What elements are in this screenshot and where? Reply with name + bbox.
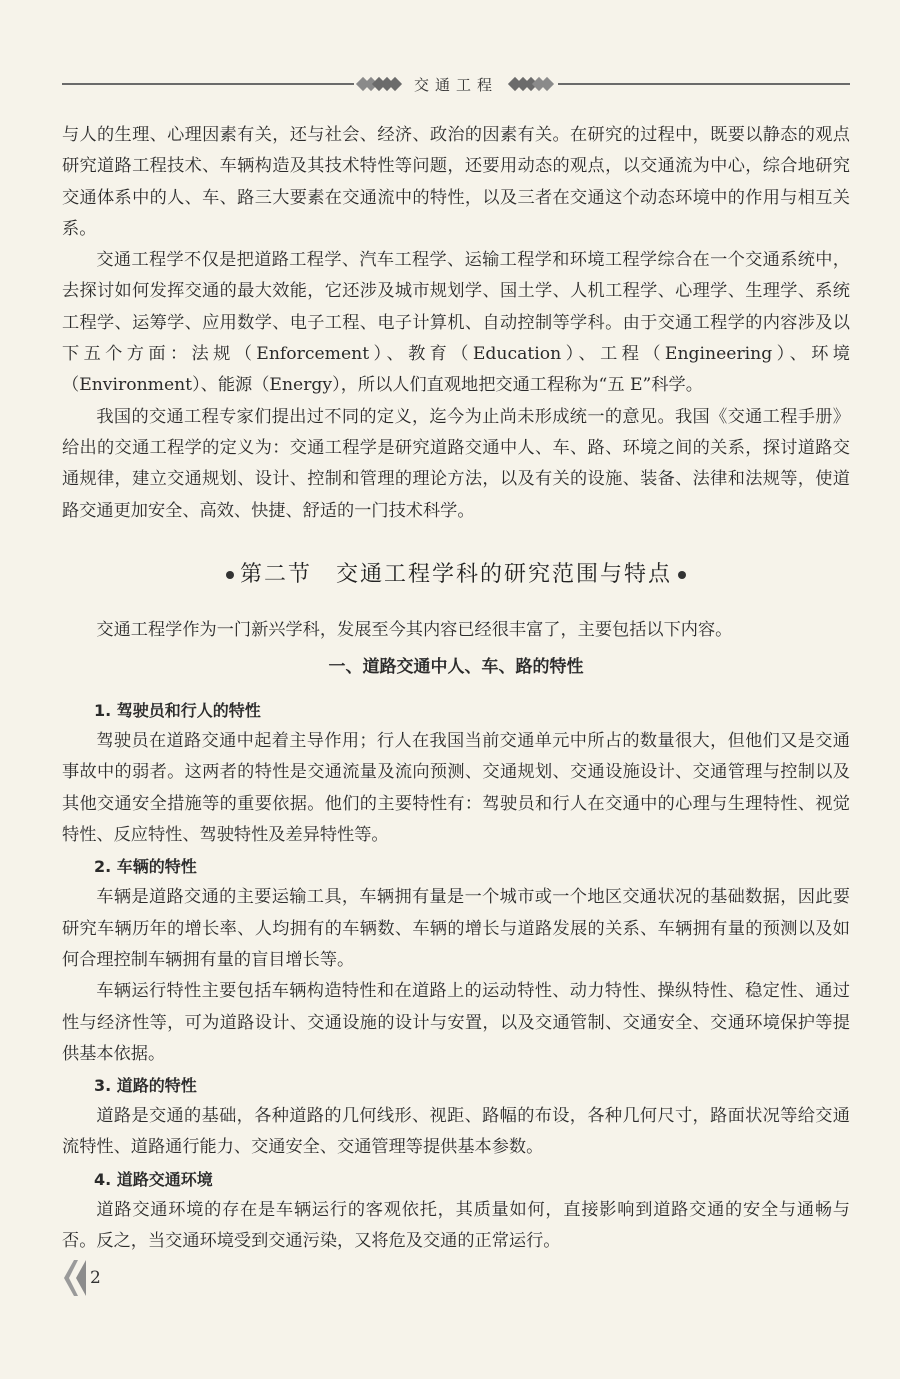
diamond-ornament-right-icon [512,79,552,89]
bullet-dot-icon [678,571,686,579]
paragraph: 我国的交通工程专家们提出过不同的定义，迄今为止尚未形成统一的意见。我国《交通工程手册》给出的交通工程学的定义为：交通工程学是研究道路交通中人、车、路、环境之间的关系，探讨道路交通规律，建立交通规划、设计、控制和管理的理论方法，以及有关的设施、装备、法律和法规等，使道路交通更加安全、高效、快捷、舒适的一门技术科学。 [62,406,850,521]
subsection-heading: 一、道路交通中人、车、路的特性 [328,657,584,678]
header-title: 交通工程 [414,75,499,94]
page-number: 2 [90,1268,101,1288]
header-rule-left [62,83,354,85]
section-intro: 交通工程学作为一门新兴学科，发展至今其内容已经很丰富了，主要包括以下内容。 [96,619,733,640]
item-heading: 4. 道路交通环境 [94,1169,213,1189]
paragraph: 车辆运行特性主要包括车辆构造特性和在道路上的运动特性、动力特性、操纵特性、稳定性、通过性与经济性等，可为道路设计、交通设施的设计与安置，以及交通管制、交通安全、交通环境保护等提供基本依据。 [62,981,850,1064]
page-footer [62,1258,101,1298]
section-heading [62,555,850,595]
running-header [62,70,850,98]
item-heading: 3. 道路的特性 [94,1076,197,1096]
paragraph: 驾驶员在道路交通中起着主导作用；行人在我国当前交通单元中所占的数量很大，但他们又是交通事故中的弱者。这两者的特性是交通流量及流向预测、交通规划、交通设施设计、交通管理与控制以及其他交通安全措施等的重要依据。他们的主要特性有：驾驶员和行人在交通中的心理与生理特性、视觉特性、反应特性、驾驶特性及差异特性等。 [62,731,850,846]
paragraph: 交通工程学不仅是把道路工程学、汽车工程学、运输工程学和环境工程学综合在一个交通系统中，去探讨如何发挥交通的最大效能，它还涉及城市规划学、国土学、人机工程学、心理学、生理学、系统工程学、运筹学、应用数学、电子工程、电子计算机、自动控制等学科。由于交通工程学的内容涉及以下五个方面：法规（Enforcement）、教育（Education）、工程（Engineering）、环境（Environment）、能源（Energy），所以人们直观地把交通工程称为“五 E”科学。 [62,250,850,396]
diamond-ornament-left-icon [360,79,400,89]
header-rule-right [558,83,850,85]
paragraph: 道路交通环境的存在是车辆运行的客观依托，其质量如何，直接影响到道路交通的安全与通畅与否。反之，当交通环境受到交通污染，又将危及交通的正常运行。 [62,1199,850,1252]
section-title-text: 交通工程学科的研究范围与特点 [336,561,673,587]
paragraph: 道路是交通的基础，各种道路的几何线形、视距、路幅的布设，各种几何尺寸，路面状况等给交通流特性、道路通行能力、交通安全、交通管理等提供基本参数。 [62,1106,850,1158]
item-heading: 1. 驾驶员和行人的特性 [94,701,261,721]
section-number: 第二节 [239,561,312,587]
paragraph-continued: 与人的生理、心理因素有关，还与社会、经济、政治的因素有关。在研究的过程中，既要以静态的观点研究道路工程技术、车辆构造及其技术特性等问题，还要用动态的观点，以交通流为中心，综合地研究交通体系中的人、车、路三大要素在交通流中的特性，以及三者在交通这个动态环境中的作用与相互关系。 [62,125,850,239]
paragraph: 车辆是道路交通的主要运输工具，车辆拥有量是一个城市或一个地区交通状况的基础数据，因此要研究车辆历年的增长率、人均拥有的车辆数、车辆的增长与道路发展的关系、车辆拥有量的预测以及如何合理控制车辆拥有量的盲目增长等。 [62,887,850,970]
page-body [62,120,850,1257]
item-heading: 2. 车辆的特性 [94,857,197,877]
double-chevron-left-icon [62,1258,88,1298]
bullet-dot-icon [226,571,234,579]
